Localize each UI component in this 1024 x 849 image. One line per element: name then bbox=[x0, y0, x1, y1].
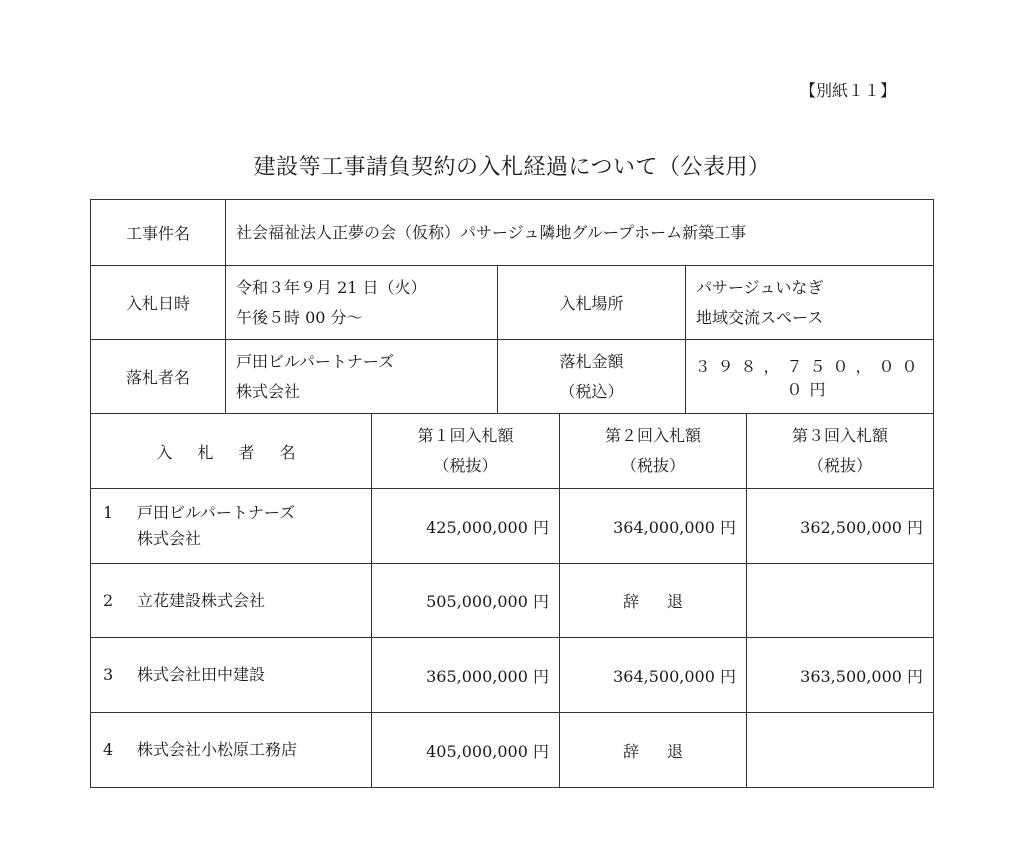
bidder-number: 1 bbox=[103, 503, 114, 522]
winner-value bbox=[226, 340, 498, 414]
bidder-cell bbox=[91, 638, 372, 713]
bidder-name: 株式会社小松原工務店 bbox=[137, 740, 298, 759]
bidder-cell bbox=[91, 489, 372, 564]
bidder-cell bbox=[91, 713, 372, 788]
winning-amount: ３９８，７５０，０００円 bbox=[686, 340, 934, 414]
place-line-2: 地域交流スペース bbox=[696, 307, 824, 327]
round2-amount: 364,000,000 円 bbox=[560, 489, 747, 564]
bidder-number: 4 bbox=[103, 740, 114, 759]
table-row bbox=[91, 564, 934, 638]
winner-line-2: 株式会社 bbox=[236, 381, 301, 401]
table-row bbox=[91, 638, 934, 713]
table-row bbox=[91, 489, 934, 564]
round2-header: 第２回入札額 （税抜） bbox=[560, 414, 747, 489]
bidder-name: 立花建設株式会社 bbox=[137, 590, 266, 610]
table-row bbox=[91, 713, 934, 788]
date-line-2: 午後５時 00 分～ bbox=[236, 307, 363, 327]
date-place-row bbox=[91, 266, 934, 340]
round3-amount bbox=[747, 713, 934, 788]
bidder-number: 2 bbox=[103, 590, 114, 610]
date-value bbox=[226, 266, 498, 340]
round2-withdrawn: 辞退 bbox=[560, 564, 747, 638]
bidder-name-header: 入 札 者 名 bbox=[91, 414, 372, 489]
page-title: 建設等工事請負契約の入札経過について（公表用） bbox=[253, 155, 771, 180]
round3-header: 第３回入札額 （税抜） bbox=[747, 414, 934, 489]
date-label: 入札日時 bbox=[91, 266, 226, 340]
bidder-cell bbox=[91, 564, 372, 638]
bid-result-table bbox=[90, 199, 934, 788]
annex-label: 【別紙１１】 bbox=[800, 81, 897, 100]
amount-label-line-2: （税込） bbox=[559, 381, 624, 401]
amount-label-line-1: 落札金額 bbox=[559, 351, 624, 371]
winner-label: 落札者名 bbox=[91, 340, 226, 414]
bid-header-row bbox=[91, 414, 934, 489]
place-value bbox=[686, 266, 934, 340]
bidder-name: 株式会社田中建設 bbox=[137, 665, 266, 684]
round1-header: 第１回入札額 （税抜） bbox=[372, 414, 560, 489]
bidder-name: 戸田ビルパートナーズ bbox=[137, 503, 296, 522]
place-line-1: パサージュいなぎ bbox=[696, 277, 824, 297]
project-label: 工事件名 bbox=[91, 200, 226, 266]
winner-row bbox=[91, 340, 934, 414]
place-label: 入札場所 bbox=[498, 266, 686, 340]
date-line-1: 令和３年９月 21 日（火） bbox=[236, 277, 427, 297]
round1-amount: 365,000,000 円 bbox=[372, 638, 560, 713]
amount-label bbox=[498, 340, 686, 414]
project-name: 社会福祉法人正夢の会（仮称）パサージュ隣地グループホーム新築工事 bbox=[226, 200, 934, 266]
round3-amount: 362,500,000 円 bbox=[747, 489, 934, 564]
round1-amount: 405,000,000 円 bbox=[372, 713, 560, 788]
round3-amount: 363,500,000 円 bbox=[747, 638, 934, 713]
project-row bbox=[91, 200, 934, 266]
round3-amount bbox=[747, 564, 934, 638]
bidder-number: 3 bbox=[103, 665, 114, 684]
round2-withdrawn: 辞退 bbox=[560, 713, 747, 788]
round1-amount: 425,000,000 円 bbox=[372, 489, 560, 564]
round2-amount: 364,500,000 円 bbox=[560, 638, 747, 713]
round1-amount: 505,000,000 円 bbox=[372, 564, 560, 638]
bidder-name-line-2: 株式会社 bbox=[137, 529, 202, 548]
winner-line-1: 戸田ビルパートナーズ bbox=[236, 351, 395, 371]
